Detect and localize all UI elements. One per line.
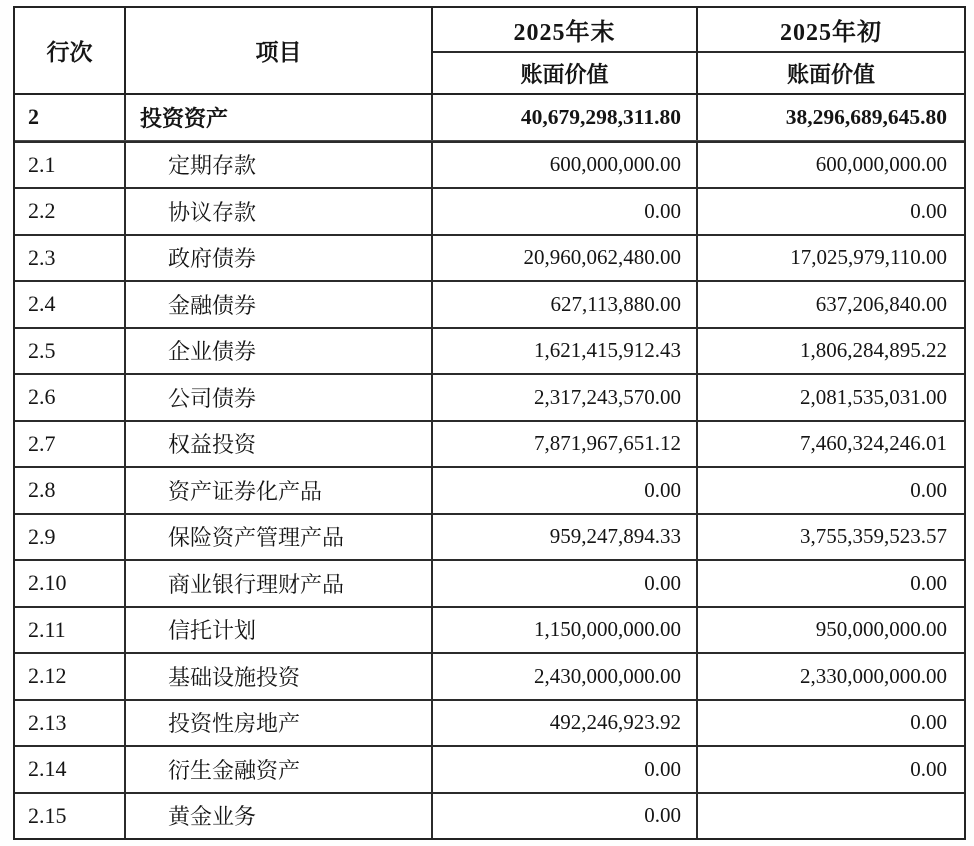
cell-value-begin: 1,806,284,895.22 <box>800 338 947 363</box>
cell-value-end: 0.00 <box>433 747 698 792</box>
cell-value-begin: 3,755,359,523.57 <box>800 524 947 549</box>
cell-value-begin: 2,081,535,031.00 <box>800 384 947 409</box>
header-period-begin: 2025年初 <box>698 8 964 53</box>
cell-item: 企业债券 <box>126 329 433 374</box>
header-book-value-begin: 账面价值 <box>786 61 875 87</box>
table-header <box>15 8 964 95</box>
cell-row-no: 2 <box>15 95 126 140</box>
table-row <box>15 606 964 653</box>
table-row <box>15 141 964 188</box>
cell-value-begin: 0.00 <box>910 198 947 223</box>
header-row-no: 行次 <box>15 8 126 93</box>
cell-value-end: 0.00 <box>433 468 698 513</box>
cell-row-no: 2.14 <box>15 747 126 792</box>
table-row <box>15 234 964 281</box>
cell-value-begin: 0.00 <box>910 756 947 781</box>
cell-value-begin <box>698 794 964 839</box>
cell-value-begin: 600,000,000.00 <box>815 152 947 177</box>
cell-value-begin: 2,330,000,000.00 <box>800 663 947 688</box>
header-item: 项目 <box>126 8 433 93</box>
cell-value-begin: 637,206,840.00 <box>815 291 947 316</box>
table-row <box>15 420 964 467</box>
table-row <box>15 792 964 839</box>
cell-value-end: 600,000,000.00 <box>433 143 698 188</box>
cell-row-no: 2.3 <box>15 236 126 281</box>
cell-row-no: 2.2 <box>15 189 126 234</box>
cell-row-no: 2.4 <box>15 282 126 327</box>
cell-item: 资产证券化产品 <box>126 468 433 513</box>
cell-item: 黄金业务 <box>126 794 433 839</box>
cell-row-no: 2.10 <box>15 561 126 606</box>
table-row-total <box>15 95 964 141</box>
cell-value-end: 492,246,923.92 <box>433 701 698 746</box>
cell-value-begin: 0.00 <box>910 570 947 595</box>
cell-item: 投资资产 <box>126 95 433 140</box>
cell-value-begin: 17,025,979,110.00 <box>790 245 947 270</box>
cell-value-end: 0.00 <box>433 561 698 606</box>
cell-value-begin: 950,000,000.00 <box>815 617 947 642</box>
header-group-period-begin <box>698 8 964 93</box>
cell-item: 金融债券 <box>126 282 433 327</box>
cell-value-end: 1,150,000,000.00 <box>433 608 698 653</box>
header-group-period-end <box>433 8 698 93</box>
cell-value-end: 0.00 <box>433 189 698 234</box>
cell-value-end: 959,247,894.33 <box>433 515 698 560</box>
cell-value-begin: 38,296,689,645.80 <box>785 104 947 129</box>
cell-value-begin: 0.00 <box>910 710 947 735</box>
cell-item: 信托计划 <box>126 608 433 653</box>
cell-row-no: 2.8 <box>15 468 126 513</box>
cell-item: 公司债券 <box>126 375 433 420</box>
cell-value-end: 20,960,062,480.00 <box>433 236 698 281</box>
cell-value-end: 2,430,000,000.00 <box>433 654 698 699</box>
table-row <box>15 699 964 746</box>
table-row <box>15 466 964 513</box>
header-book-value-end: 账面价值 <box>520 61 609 87</box>
cell-item: 投资性房地产 <box>126 701 433 746</box>
cell-row-no: 2.7 <box>15 422 126 467</box>
cell-value-end: 40,679,298,311.80 <box>433 95 698 140</box>
cell-row-no: 2.11 <box>15 608 126 653</box>
cell-row-no: 2.5 <box>15 329 126 374</box>
table-row <box>15 652 964 699</box>
cell-item: 权益投资 <box>126 422 433 467</box>
cell-item: 政府债券 <box>126 236 433 281</box>
cell-item: 定期存款 <box>126 143 433 188</box>
cell-item: 保险资产管理产品 <box>126 515 433 560</box>
cell-row-no: 2.15 <box>15 794 126 839</box>
cell-item: 基础设施投资 <box>126 654 433 699</box>
cell-item: 商业银行理财产品 <box>126 561 433 606</box>
cell-value-end: 627,113,880.00 <box>433 282 698 327</box>
cell-row-no: 2.6 <box>15 375 126 420</box>
cell-value-begin: 7,460,324,246.01 <box>800 431 947 456</box>
cell-value-end: 2,317,243,570.00 <box>433 375 698 420</box>
cell-value-end: 1,621,415,912.43 <box>433 329 698 374</box>
table-body <box>15 95 964 838</box>
cell-row-no: 2.13 <box>15 701 126 746</box>
cell-value-begin: 0.00 <box>910 477 947 502</box>
cell-value-end: 0.00 <box>433 794 698 839</box>
cell-row-no: 2.12 <box>15 654 126 699</box>
table-row <box>15 513 964 560</box>
cell-row-no: 2.1 <box>15 143 126 188</box>
cell-row-no: 2.9 <box>15 515 126 560</box>
table-row <box>15 559 964 606</box>
table-row <box>15 373 964 420</box>
investment-assets-table <box>13 6 966 840</box>
table-row <box>15 327 964 374</box>
cell-value-end: 7,871,967,651.12 <box>433 422 698 467</box>
table-row <box>15 187 964 234</box>
cell-item: 衍生金融资产 <box>126 747 433 792</box>
table-row <box>15 280 964 327</box>
header-period-end: 2025年末 <box>433 8 696 53</box>
cell-item: 协议存款 <box>126 189 433 234</box>
table-row <box>15 745 964 792</box>
